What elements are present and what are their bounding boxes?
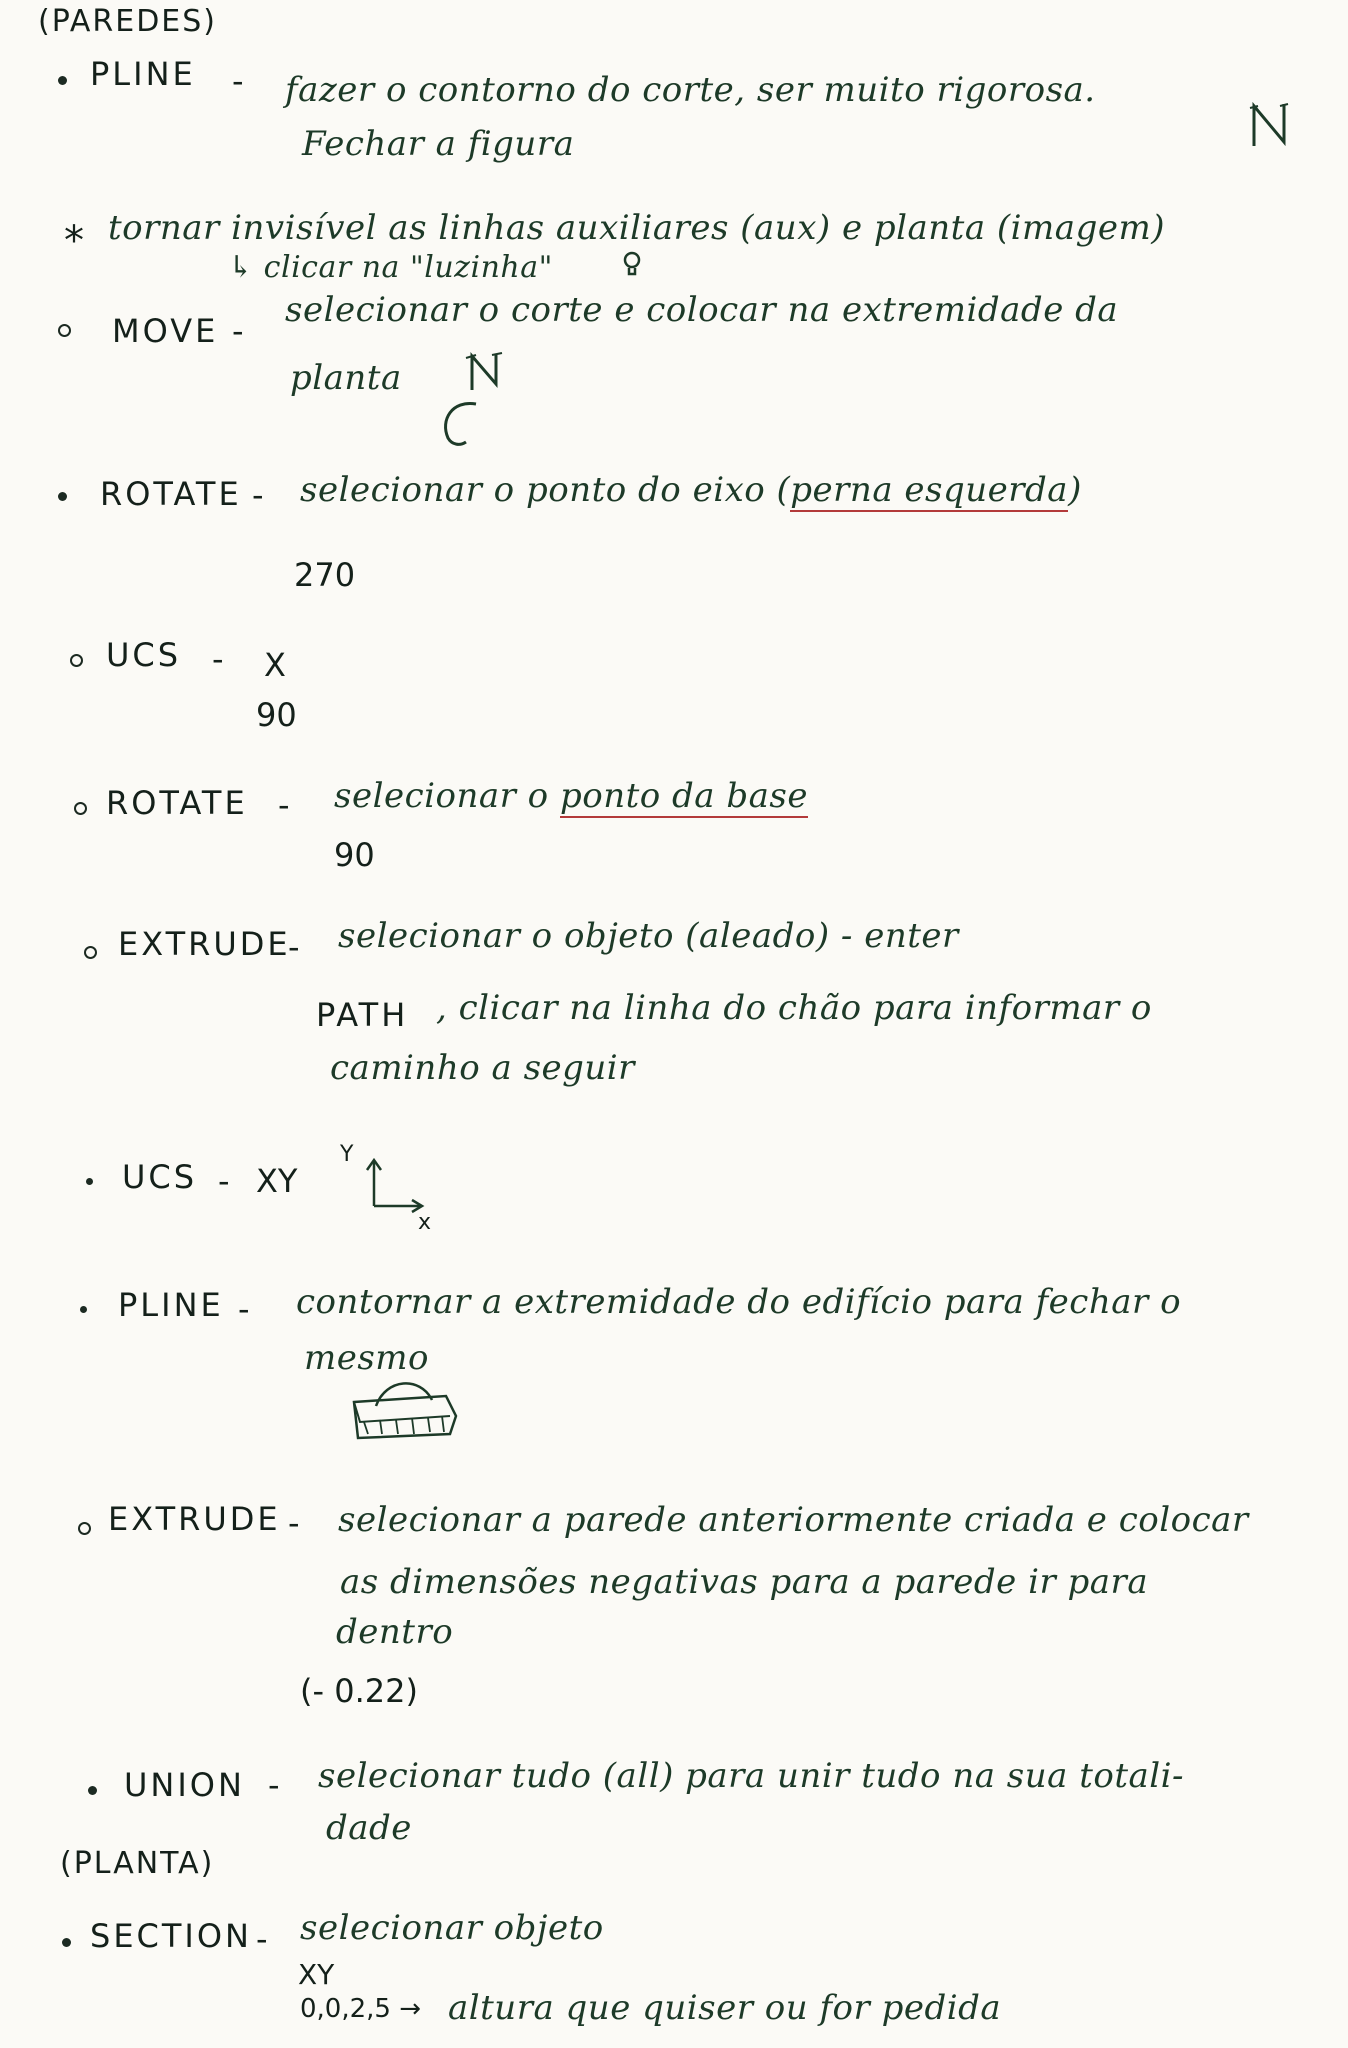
command-ucs: UCS [122,1158,198,1196]
value: 90 [334,836,375,874]
note-line1: tornar invisível as linhas auxiliares (aux) e planta (imagem) [108,208,1165,248]
step-text-line1 [334,776,808,816]
axis: XY [256,1162,298,1200]
step-text-line2: , clicar na linha do chão para informar o [436,988,1152,1028]
value: (- 0.22) [300,1672,418,1710]
step-text: selecionar o [334,776,549,816]
dash: - [288,1504,300,1542]
step-text-line2: planta [290,358,402,398]
command-rotate: ROTATE [106,784,248,822]
dash: - [288,928,300,966]
section-heading-planta: (PLANTA) [60,1846,215,1881]
dash: - [212,640,224,678]
command-pline: PLINE [118,1286,224,1324]
bullet [84,946,97,959]
dash: - [218,1162,230,1200]
bullet [58,76,67,85]
plane: XY [298,1958,335,1991]
command-ucs: UCS [106,636,182,674]
dash: - [232,312,244,350]
command-extrude: EXTRUDE [118,925,291,963]
step-text-line1: selecionar tudo (all) para unir tudo na sua totali- [318,1756,1185,1796]
step-text-line2: dade [326,1808,412,1848]
section-heading-paredes: (PAREDES) [38,4,218,39]
step-text-line1: selecionar o objeto (aleado) - enter [338,916,959,956]
command-union: UNION [124,1766,245,1804]
step-text-line1: selecionar objeto [300,1908,604,1948]
step-text-line2: mesmo [304,1338,430,1378]
closing-paren: ) [1068,470,1082,510]
north-arrow-rotated-icon [432,350,512,454]
step-text-line3: caminho a seguir [330,1048,635,1088]
bullet [70,654,83,667]
dash: - [256,1920,268,1958]
building-sketch [346,1372,466,1446]
step-text-line1 [300,470,1082,510]
dash: - [252,476,264,514]
command-path: PATH [316,996,409,1034]
step-text-line1: contornar a extremidade do edifício para fechar o [296,1282,1182,1322]
command-move: MOVE [112,312,219,350]
dash: - [278,786,290,824]
dash: - [232,62,244,100]
north-arrow-icon [1248,100,1292,154]
bullet [58,492,67,501]
underlined-text: perna esquerda [790,470,1069,510]
bullet [58,324,71,337]
command-rotate: ROTATE [100,475,242,513]
bullet [74,802,87,815]
dash: - [268,1766,280,1804]
step-text-line1: selecionar o corte e colocar na extremidade da [285,290,1119,330]
bullet [78,1522,91,1535]
bullet [62,1938,71,1947]
asterisk: * [64,218,84,264]
axis-label-y: Y [340,1142,354,1167]
bullet [86,1178,93,1185]
step-text-line3: altura que quiser ou for pedida [448,1988,1002,2028]
underlined-text: ponto da base [559,776,808,816]
step-text-line1: fazer o contorno do corte, ser muito rigorosa. [285,70,1096,110]
axis-label-x: x [418,1210,432,1235]
command-pline: PLINE [90,55,196,93]
step-text-line2: as dimensões negativas para a parede ir para [340,1562,1149,1602]
value: 90 [256,696,297,734]
coordinates: 0,0,2,5 → [300,1994,422,2024]
lightbulb-icon [622,250,642,282]
command-section: SECTION [90,1917,252,1955]
note-line2: ↳ clicar na "luzinha" [228,250,553,285]
value: 270 [294,556,356,594]
bullet [88,1786,97,1795]
step-text: selecionar o ponto do eixo ( [300,470,791,510]
dash: - [238,1290,250,1328]
bullet [80,1306,87,1313]
step-text-line3: dentro [336,1612,454,1652]
step-text-line1: selecionar a parede anteriormente criada e colocar [338,1500,1249,1540]
axis: X [264,646,286,684]
step-text-line2: Fechar a figura [302,124,575,164]
command-extrude: EXTRUDE [108,1500,281,1538]
